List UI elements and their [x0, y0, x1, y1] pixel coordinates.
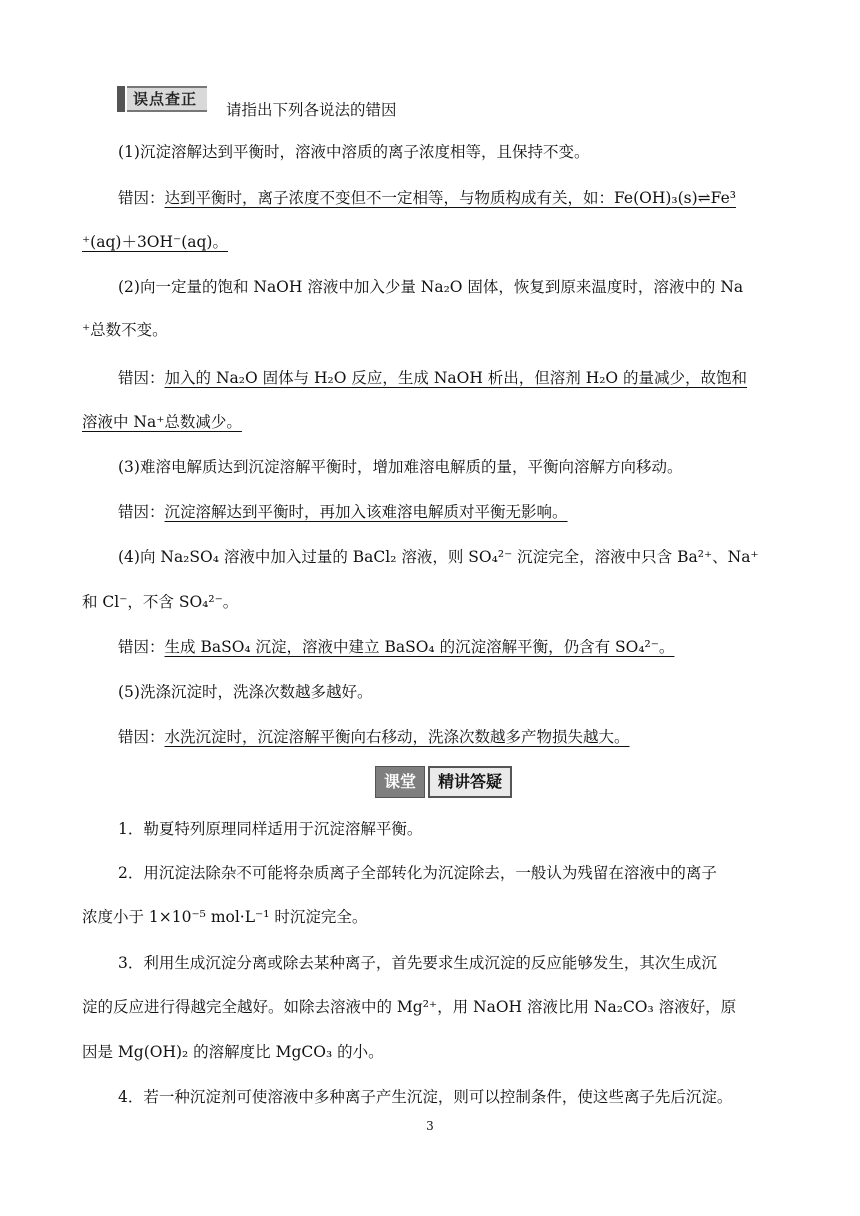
- error-prefix: 错因：: [118, 189, 165, 207]
- error-reason: 达到平衡时，离子浓度不变但不一定相等，与物质构成有关，如：Fe(OH)₃(s)⇌Fe³: [164, 189, 736, 207]
- section-label-left: 课堂: [375, 766, 425, 798]
- item-2-question: (2)向一定量的饱和 NaOH 溶液中加入少量 Na₂O 固体，恢复到原来温度时，溶液中的 Na: [118, 278, 744, 296]
- error-check-tag: [117, 86, 207, 112]
- error-reason-cont: ⁺(aq)＋3OH⁻(aq)。: [82, 233, 228, 251]
- item-2-error-cont: [82, 412, 780, 432]
- item-2-error: [118, 368, 780, 388]
- item-5-question: (5)洗涤沉淀时，洗涤次数越多越好。: [118, 683, 373, 701]
- item-1-question: (1)沉淀溶解达到平衡时，溶液中溶质的离子浓度相等，且保持不变。: [118, 143, 590, 161]
- point-2-cont: 浓度小于 1×10⁻⁵ mol·L⁻¹ 时沉淀完全。: [82, 908, 368, 926]
- item-4-error: [118, 637, 780, 657]
- item-3-error: [118, 502, 780, 522]
- tag-label: 误点查正: [127, 86, 207, 112]
- section-label-right: 精讲答疑: [428, 766, 512, 798]
- point-1: 1．勒夏特列原理同样适用于沉淀溶解平衡。: [118, 820, 423, 838]
- item-4-question: (4)向 Na₂SO₄ 溶液中加入过量的 BaCl₂ 溶液，则 SO₄²⁻ 沉淀完全，溶液中只含 Ba²⁺、Na⁺: [118, 548, 759, 566]
- instruction-text: 请指出下列各说法的错因: [226, 101, 397, 119]
- error-reason: 加入的 Na₂O 固体与 H₂O 反应，生成 NaOH 析出，但溶剂 H₂O 的量减少，故饱和: [164, 369, 748, 387]
- item-1-error: [118, 188, 780, 208]
- error-prefix: 错因：: [118, 728, 165, 746]
- point-3: 3．利用生成沉淀分离或除去某种离子，首先要求生成沉淀的反应能够发生，其次生成沉: [118, 954, 717, 972]
- item-3-question: (3)难溶电解质达到沉淀溶解平衡时，增加难溶电解质的量，平衡向溶解方向移动。: [118, 458, 683, 476]
- error-prefix: 错因：: [118, 503, 165, 521]
- item-4-question-cont: 和 Cl⁻，不含 SO₄²⁻。: [82, 593, 239, 611]
- page-number: 3: [426, 1119, 434, 1133]
- error-prefix: 错因：: [118, 369, 165, 387]
- error-prefix: 错因：: [118, 638, 165, 656]
- point-3-cont-2: 因是 Mg(OH)₂ 的溶解度比 MgCO₃ 的小。: [82, 1043, 384, 1061]
- point-3-cont: 淀的反应进行得越完全越好。如除去溶液中的 Mg²⁺，用 NaOH 溶液比用 Na₂CO₃ 溶液好，原: [82, 998, 737, 1016]
- section-header: [375, 766, 512, 798]
- point-4: 4．若一种沉淀剂可使溶液中多种离子产生沉淀，则可以控制条件，使这些离子先后沉淀。: [118, 1088, 733, 1106]
- error-reason-cont: 溶液中 Na⁺总数减少。: [82, 413, 242, 431]
- item-1-error-cont: [82, 232, 780, 252]
- error-reason: 沉淀溶解达到平衡时，再加入该难溶电解质对平衡无影响。: [164, 503, 568, 521]
- error-reason: 水洗沉淀时，沉淀溶解平衡向右移动，洗涤次数越多产物损失越大。: [164, 728, 630, 746]
- item-5-error: [118, 727, 780, 747]
- error-reason: 生成 BaSO₄ 沉淀，溶液中建立 BaSO₄ 的沉淀溶解平衡，仍含有 SO₄²⁻。: [164, 638, 675, 656]
- tag-bar-decoration: [117, 86, 125, 112]
- point-2: 2．用沉淀法除杂不可能将杂质离子全部转化为沉淀除去，一般认为残留在溶液中的离子: [118, 864, 717, 882]
- item-2-question-cont: ⁺总数不变。: [82, 321, 168, 339]
